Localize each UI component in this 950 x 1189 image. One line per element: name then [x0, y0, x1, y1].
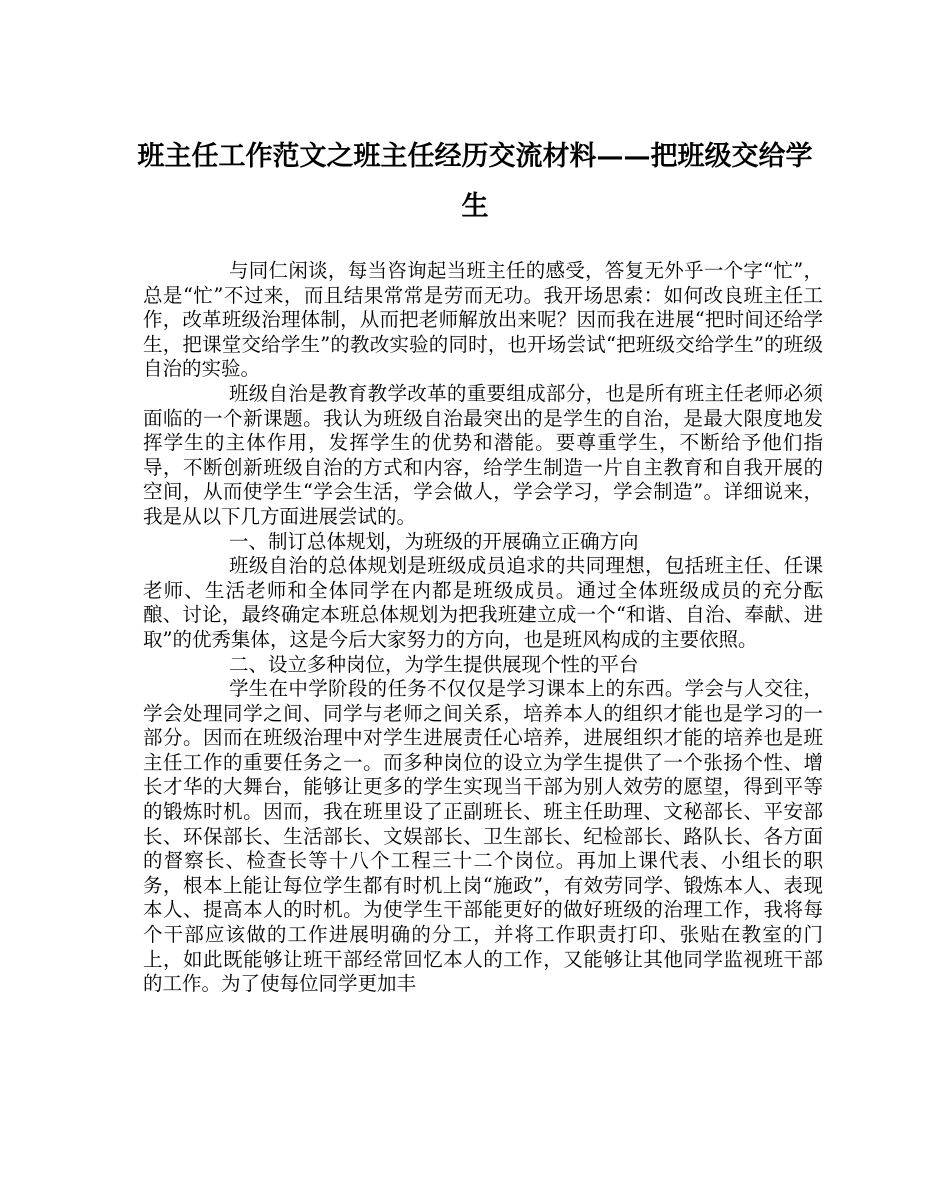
paragraph-overall-plan: 班级自治的总体规划是班级成员追求的共同理想，包括班主任、任课老师、生活老师和全体同学在内都是班级成员。通过全体班级成员的充分酝酿、讨论，最终确定本班总体规划为把我班建立成一个“和谐、自治、奉献、进取”的优秀集体，这是今后大家努力的方向，也是班风构成的主要依照。: [143, 554, 823, 651]
paragraph-intro: 与同仁闲谈，每当咨询起当班主任的感受，答复无外乎一个字“忙”，总是“忙”不过来，而且结果常常是劳而无功。我开场思索：如何改良班主任工作，改革班级治理体制，从而把老师解放出来呢？因而我在进展“把时间还给学生，把课堂交给学生”的教改实验的同时，也开场尝试“把班级交给学生”的班级自治的实验。: [143, 259, 823, 381]
section-heading-2: 二、设立多种岗位，为学生提供展现个性的平台: [229, 652, 639, 676]
paragraph-positions: 学生在中学阶段的任务不仅仅是学习课本上的东西。学会与人交往，学会处理同学之间、同学与老师之间关系，培养本人的组织才能也是学习的一部分。因而在班级治理中对学生进展责任心培养，进展组织才能的培养也是班主任工作的重要任务之一。而多种岗位的设立为学生提供了一个张扬个性、增长才华的大舞台，能够让更多的学生实现当干部为别人效劳的愿望，得到平等的锻炼时机。因而，我在班里设了正副班长、班主任助理、文秘部长、平安部长、环保部长、生活部长、文娱部长、卫生部长、纪检部长、路队长、各方面的督察长、检查长等十八个工程三十二个岗位。再加上课代表、小组长的职务，根本上能让每位学生都有时机上岗“施政”，有效劳同学、锻炼本人、表现本人、提高本人的时机。为使学生干部能更好的做好班级的治理工作，我将每个干部应该做的工作进展明确的分工，并将工作职责打印、张贴在教室的门上，如此既能够让班干部经常回忆本人的工作，又能够让其他同学监视班干部的工作。为了使每位同学更加丰: [143, 677, 823, 996]
document-title: 班主任工作范文之班主任经历交流材料——把班级交给学生: [137, 141, 813, 222]
document-body: [143, 259, 823, 997]
section-heading-1: 一、制订总体规划，为班级的开展确立正确方向: [229, 529, 639, 553]
paragraph-class-autonomy: 班级自治是教育教学改革的重要组成部分，也是所有班主任老师必须面临的一个新课题。我认为班级自治最突出的是学生的自治，是最大限度地发挥学生的主体作用，发挥学生的优势和潜能。要尊重学生，不断给予他们指导，不断创新班级自治的方式和内容，给学生制造一片自主教育和自我开展的空间，从而使学生“学会生活，学会做人，学会学习，学会制造”。详细说来，我是从以下几方面进展尝试的。: [143, 381, 823, 528]
